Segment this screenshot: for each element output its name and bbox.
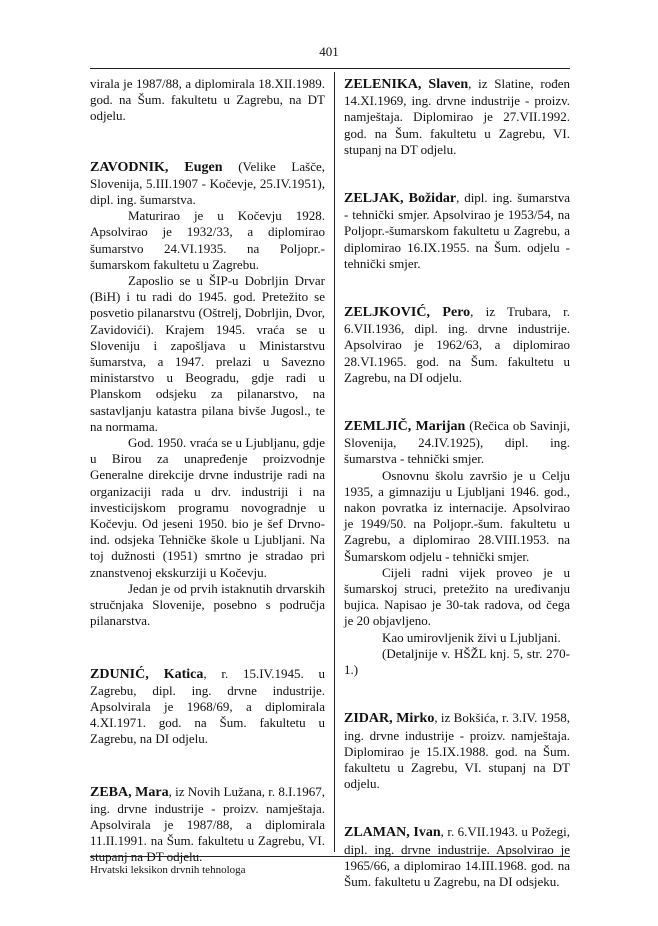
footer-title: Hrvatski leksikon drvnih tehnologa [90, 864, 246, 876]
entry-header [90, 784, 325, 866]
entry-text: , iz Novih Lužana, r. 8.I.1967, ing. drvne industrije - proizv. namještaja. Apsolvirala je 1987/88, a diplomirala 11.II.1991. na Šum. fakultetu u Zagrebu, VI. stupanj na DT odjelu. [90, 783, 325, 865]
entry-text: (Rečica ob Savinji, Slovenija, 24.IV.1925), dipl. ing. šumarstva - tehnički smjer. [344, 418, 570, 467]
entry-zeljkovic [344, 304, 570, 386]
entry-reference: (Detaljnije v. HŠŽL knj. 5, str. 270-1.) [344, 645, 570, 678]
entry-header [344, 710, 570, 792]
column-divider [334, 72, 335, 852]
entry-zeba [90, 784, 325, 866]
entry-continuation [90, 76, 325, 125]
entry-zemljic [344, 418, 570, 678]
entry-text: , dipl. ing. šumarstva - tehnički smjer. Apsolvirao je 1953/54, na Poljopr.-šumarskom fakultetu u Zagrebu, a diplomirao 16.IX.1955. na Šum. odjelu - tehnički smjer. [344, 190, 570, 271]
entry-paragraph: Maturirao je u Kočevju 1928. Apsolvirao je 1932/33, a diplomirao šumarstvo 24.VI.1935. na Poljopr.-šumarskom fakultetu u Zagrebu. [90, 208, 325, 272]
bottom-rule [90, 856, 570, 857]
entry-paragraph: Kao umirovljenik živi u Ljubljani. [382, 629, 561, 645]
page-number: 401 [319, 44, 339, 59]
entry-text: virala je 1987/88, a diplomirala 18.XII.1989. god. na Šum. fakultetu u Zagrebu, na DT odjelu. [90, 76, 325, 124]
entry-header [344, 190, 570, 272]
entry-text: , r. 6.VII.1943. u Požegi, dipl. ing. drvne industrije. Apsolvirao je 1965/66, a diplomirao 14.III.1968. god. na Šum. fakultetu u Zagrebu, na DI odsjeku. [344, 824, 570, 889]
entry-name: ZIDAR, Mirko [344, 711, 435, 727]
entry-zeljak [344, 190, 570, 272]
entry-header [344, 76, 570, 158]
entry-text: , iz Slatine, rođen 14.XI.1969, ing. drvne industrije - proizv. namještaja. Diplomirao je 27.VII.1992. god. na Šum. fakultetu u Zagrebu, VI. stupanj na DT odjelu. [344, 76, 570, 157]
entry-paragraph: Zaposlio se u ŠIP-u Dobrljin Drvar (BiH) i tu radi do 1945. god. Pretežito se posvetio pilanarstvu (Oštrelj, Dobrljin, Dvor, Zavidovići). Krajem 1945. vraća se u Sloveniju i zapošljava u Ministarstvu šumarstva, a 1947. prelazi u Savezno ministarstvo u Beogradu, gdje radi u Planskom odsjeku za pilanarstvo, na sastavljanju katastra pilana bivše Jugosl., te na normama. [90, 273, 325, 434]
entry-zidar [344, 710, 570, 792]
entry-zlaman [344, 824, 570, 890]
entry-zavodnik [90, 159, 325, 630]
entry-header [90, 666, 325, 748]
entry-paragraph: Jedan je od prvih istaknutih drvarskih stručnjaka Slovenije, posebno s područja pilanarstva. [90, 580, 325, 629]
entry-name: ZEMLJIČ, Marijan [344, 419, 466, 435]
entry-text: , r. 15.IV.1945. u Zagrebu, dipl. ing. drvne industrije. Apsolvirala je 1968/69, a diplomirala 4.XI.1971. god. na Šum. fakultetu u Zagrebu, na DI odjelu. [90, 665, 325, 747]
entry-name: ZEBA, Mara [90, 784, 169, 800]
entry-header [344, 304, 570, 386]
entry-header [344, 824, 570, 890]
entry-name: ZELJKOVIĆ, Pero [344, 305, 471, 321]
entry-header [90, 159, 325, 209]
entry-name: ZAVODNIK, Eugen [90, 159, 223, 175]
entry-text: , iz Trubara, r. 6.VII.1936, dipl. ing. drvne industrije. Apsolvirao je 1962/63, a diplomirao 28.VI.1965. god. na Šum. fakultetu u Zagrebu, na DI odjelu. [344, 304, 570, 385]
entry-name: ZELENIKA, Slaven [344, 77, 469, 92]
top-rule [90, 68, 570, 69]
entry-name: ZELJAK, Božidar [344, 191, 457, 207]
left-column [90, 76, 325, 866]
entry-paragraph: Osnovnu školu završio je u Celju 1935, a gimnaziju u Ljubljani 1946. god., nakon povratka iz internacije. Apsolvirao je 1949/50. na Poljopr.-šum. fakultetu u Zagrebu, a diplomirao 28.VIII.1953. na Šumarskom odjelu - tehnički smjer. [344, 467, 570, 564]
entry-zelenika [344, 76, 570, 158]
entry-zdunic [90, 666, 325, 748]
entry-name: ZLAMAN, Ivan [344, 825, 441, 841]
entry-paragraph: God. 1950. vraća se u Ljubljanu, gdje u Birou za unapređenje proizvodnje Generalne direkcije drvne industrije radi na organizaciji rada u drv. industriji i na investicijskom programu novogradnje u Kočevju. Od jeseni 1950. bio je šef Drvno-ind. odsjeka Tehničke škole u Ljubljani. Na toj dužnosti (1951) smrtno je stradao pri znanstvenoj ekskurziji u Kočevju. [90, 435, 325, 580]
right-column [344, 76, 570, 890]
entry-paragraph: Cijeli radni vijek proveo je u šumarskoj struci, pretežito na uređivanju bujica. Napisao je 30-tak radova, od čega je 20 objavljeno. [344, 564, 570, 629]
entry-name: ZDUNIĆ, Katica [90, 666, 204, 682]
entry-header [344, 418, 570, 468]
entry-text: , iz Bokšića, r. 3.IV. 1958, ing. drvne industrije - proizv. namještaja. Diplomirao je 15.IX.1988. god. na Šum. fakultetu u Zagrebu, VI. stupanj na DT odjelu. [344, 710, 570, 792]
entry-text: (Velike Lašče, Slovenija, 5.III.1907 - Kočevje, 25.IV.1951), dipl. ing. šumarstva. [90, 158, 325, 208]
